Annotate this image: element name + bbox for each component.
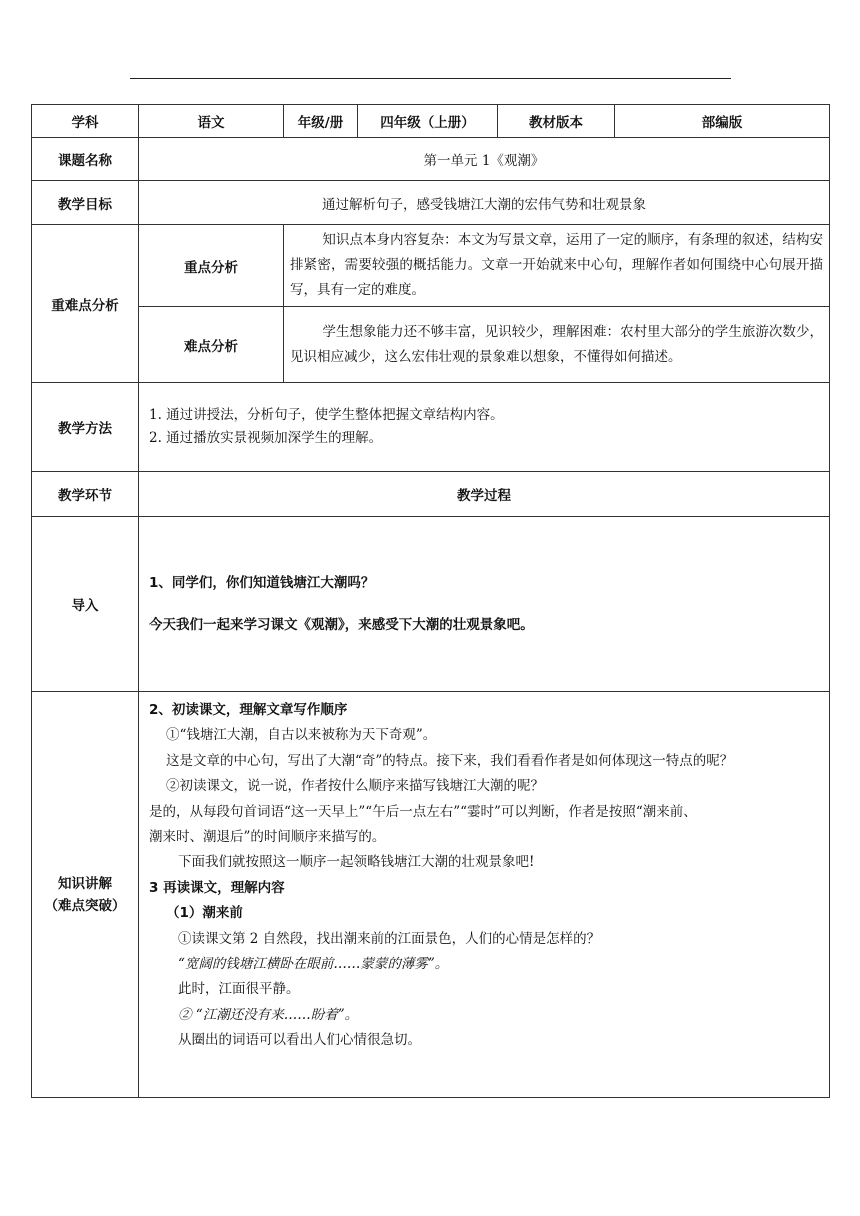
intro-line-2: 今天我们一起来学习课文《观潮》，来感受下大潮的壮观景象吧。 [149, 617, 534, 633]
knowledge-line: ② “江潮还没有来……盼着”。 [178, 1006, 359, 1023]
key-difficult-label: 重难点分析 [32, 225, 139, 383]
key-point-label: 重点分析 [139, 225, 284, 307]
teaching-method-list [139, 383, 830, 472]
knowledge-line: 此时，江面很平静。 [178, 981, 300, 998]
subject-value: 语文 [139, 105, 284, 138]
lesson-title-row [32, 138, 830, 181]
difficult-point-row [32, 307, 830, 383]
edition-label: 教材版本 [498, 105, 615, 138]
knowledge-line: 3 再读课文，理解内容 [149, 879, 285, 896]
list-item: 1. 通过讲授法，分析句子，使学生整体把握文章结构内容。 [149, 407, 504, 423]
teaching-goal-row [32, 181, 830, 225]
key-point-text: 知识点本身内容复杂：本文为写景文章，运用了一定的顺序，有条理的叙述，结构安排紧密，需要较强的概括能力。文章一开始就来中心句，理解作者如何围绕中心句展开描写，具有一定的难度。 [284, 225, 830, 307]
knowledge-line: 这是文章的中心句，写出了大潮“奇”的特点。接下来，我们看看作者是如何体现这一特点的呢？ [166, 752, 734, 769]
grade-label: 年级/册 [284, 105, 358, 138]
lesson-title-value: 第一单元 1《观潮》 [139, 138, 830, 181]
teaching-method-label: 教学方法 [32, 383, 139, 472]
teaching-goal-value: 通过解析句子，感受钱塘江大潮的宏伟气势和壮观景象 [139, 181, 830, 225]
knowledge-content [139, 692, 830, 1098]
header-row [32, 105, 830, 138]
knowledge-label-line-1: 知识讲解 [58, 875, 112, 892]
lesson-plan-table [31, 104, 830, 1098]
intro-row [32, 517, 830, 692]
grade-value: 四年级（上册） [358, 105, 498, 138]
knowledge-line: “宽阔的钱塘江横卧在眼前……蒙蒙的薄雾”。 [178, 956, 449, 973]
process-header-row [32, 472, 830, 517]
knowledge-line: ②初读课文，说一说，作者按什么顺序来描写钱塘江大潮的呢？ [166, 778, 544, 795]
knowledge-line: ①读课文第 2 自然段，找出潮来前的江面景色，人们的心情是怎样的？ [178, 930, 601, 947]
process-stage-label: 教学环节 [32, 472, 139, 517]
intro-line-1: 1、同学们，你们知道钱塘江大潮吗？ [149, 575, 375, 591]
intro-content [139, 517, 830, 692]
difficult-point-label: 难点分析 [139, 307, 284, 383]
knowledge-line: （1）潮来前 [166, 905, 243, 922]
edition-value: 部编版 [615, 105, 830, 138]
lesson-title-label: 课题名称 [32, 138, 139, 181]
list-item: 2. 通过播放实景视频加深学生的理解。 [149, 430, 383, 446]
intro-label: 导入 [32, 517, 139, 692]
subject-label: 学科 [32, 105, 139, 138]
process-value-label: 教学过程 [139, 472, 830, 517]
knowledge-line: 是的，从每段句首词语“这一天早上”“午后一点左右”“霎时”可以判断，作者是按照“潮来前、 [149, 803, 697, 820]
teaching-method-row [32, 383, 830, 472]
knowledge-line: 潮来时、潮退后”的时间顺序来描写的。 [149, 829, 386, 846]
header-rule [130, 78, 731, 79]
knowledge-line: 从圈出的词语可以看出人们心情很急切。 [178, 1032, 421, 1049]
key-point-row [32, 225, 830, 307]
teaching-goal-label: 教学目标 [32, 181, 139, 225]
knowledge-line: ①“钱塘江大潮，自古以来被称为天下奇观”。 [166, 727, 437, 744]
difficult-point-text: 学生想象能力还不够丰富，见识较少，理解困难：农村里大部分的学生旅游次数少，见识相应减少，这么宏伟壮观的景象难以想象，不懂得如何描述。 [284, 307, 830, 383]
knowledge-line: 2、初读课文，理解文章写作顺序 [149, 702, 348, 718]
knowledge-line: 下面我们就按照这一顺序一起领略钱塘江大潮的壮观景象吧! [178, 854, 535, 871]
knowledge-label [32, 692, 139, 1098]
knowledge-row [32, 692, 830, 1098]
knowledge-label-line-2: （难点突破） [44, 897, 126, 914]
